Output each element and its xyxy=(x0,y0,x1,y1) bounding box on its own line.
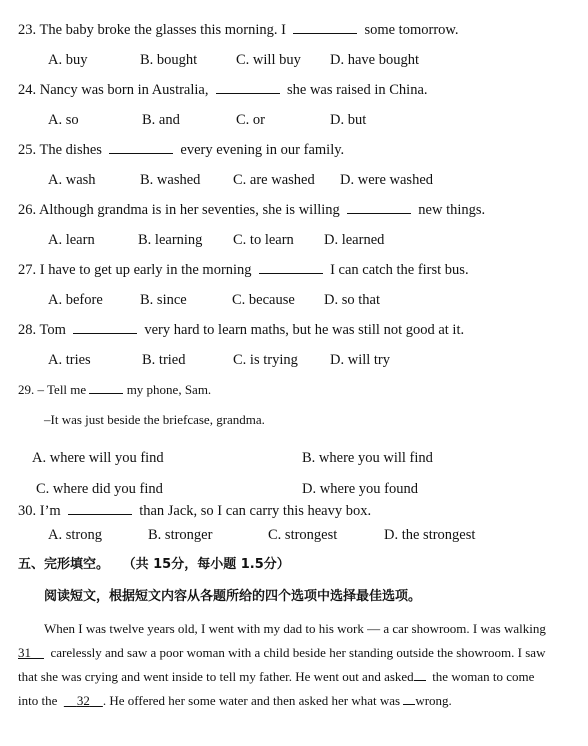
passage-line-3 xyxy=(18,668,534,686)
answer-blank xyxy=(109,141,173,154)
option-c: C. because xyxy=(232,292,295,308)
dialogue-reply: –It was just beside the briefcase, grandma. xyxy=(44,412,265,427)
answer-blank xyxy=(89,381,123,394)
option-b: B. bought xyxy=(140,52,198,68)
question-number: 28. xyxy=(18,322,37,338)
option-c: C. or xyxy=(236,112,265,128)
answer-blank xyxy=(414,668,426,681)
question-text: I’m xyxy=(39,503,61,519)
question-text-end: very hard to learn maths, but he was still not good at it. xyxy=(144,322,465,338)
option-a: A. learn xyxy=(48,232,95,248)
question-text: Tom xyxy=(39,322,66,338)
question-text-end: my phone, Sam. xyxy=(126,382,212,397)
option-b: B. since xyxy=(140,292,187,308)
option-c: C. strongest xyxy=(268,527,338,543)
question-text-end: she was raised in China. xyxy=(286,82,428,98)
option-a: A. so xyxy=(48,112,79,128)
question-text: I have to get up early in the morning xyxy=(39,262,252,278)
question-27 xyxy=(18,261,469,279)
option-d: D. will try xyxy=(330,352,391,368)
section-title: 五、完形填空。 xyxy=(18,557,110,572)
question-text: Nancy was born in Australia, xyxy=(39,82,209,98)
answer-blank xyxy=(216,81,280,94)
question-text-end: than Jack, so I can carry this heavy box. xyxy=(139,503,372,519)
section-score: （共 15分，每小题 1.5分） xyxy=(122,557,290,572)
question-30 xyxy=(18,502,371,520)
question-number: 26. xyxy=(18,202,37,218)
option-c: C. will buy xyxy=(236,52,301,68)
blank-number-32: 32 xyxy=(76,693,90,708)
option-b: B. washed xyxy=(140,172,201,188)
answer-blank xyxy=(347,201,411,214)
passage-line-4 xyxy=(18,692,452,710)
option-c: C. is trying xyxy=(233,352,298,368)
question-text-end: I can catch the first bus. xyxy=(330,262,469,278)
answer-blank xyxy=(68,502,132,515)
question-29 xyxy=(18,381,211,399)
passage-text: carelessly and saw a poor woman with a child beside her standing outside the showroom. I saw xyxy=(50,645,546,660)
option-a: A. where will you find xyxy=(32,450,164,466)
option-c: C. where did you find xyxy=(36,481,163,497)
option-b: B. where you will find xyxy=(302,450,433,466)
question-text: The dishes xyxy=(39,142,102,158)
question-text-end: every evening in our family. xyxy=(180,142,345,158)
question-number: 24. xyxy=(18,82,37,98)
question-text-end: new things. xyxy=(418,202,486,218)
answer-blank xyxy=(293,21,357,34)
question-number: 25. xyxy=(18,142,37,158)
passage-text: . He offered her some water and then asked her what was xyxy=(102,693,401,708)
question-number: 27. xyxy=(18,262,37,278)
passage-text: wrong. xyxy=(415,693,452,708)
option-d: D. were washed xyxy=(340,172,434,188)
question-number: 23. xyxy=(18,22,37,38)
option-a: A. tries xyxy=(48,352,91,368)
option-d: D. but xyxy=(330,112,367,128)
option-d: D. have bought xyxy=(330,52,419,68)
question-text: The baby broke the glasses this morning. I xyxy=(39,22,286,38)
question-24 xyxy=(18,81,428,99)
option-d: D. the strongest xyxy=(384,527,476,543)
question-number: 29. xyxy=(18,382,35,397)
option-d: D. so that xyxy=(324,292,380,308)
question-28 xyxy=(18,321,464,339)
option-b: B. and xyxy=(142,112,180,128)
option-a: A. strong xyxy=(48,527,102,543)
option-d: D. where you found xyxy=(302,481,418,497)
option-b: B. stronger xyxy=(148,527,213,543)
passage-text: into the xyxy=(18,693,58,708)
blank-number-31: 31 xyxy=(18,645,31,660)
option-c: C. to learn xyxy=(233,232,294,248)
option-a: A. buy xyxy=(48,52,88,68)
answer-blank xyxy=(259,261,323,274)
question-number: 30. xyxy=(18,503,37,519)
option-b: B. tried xyxy=(142,352,186,368)
question-23 xyxy=(18,21,459,39)
answer-blank xyxy=(73,321,137,334)
option-b: B. learning xyxy=(138,232,203,248)
passage-text: the woman to come xyxy=(432,669,535,684)
section-heading xyxy=(18,556,290,574)
passage-text: that she was crying and went inside to tell my father. He went out and asked xyxy=(18,669,414,684)
question-26 xyxy=(18,201,485,219)
option-d: D. learned xyxy=(324,232,385,248)
option-a: A. wash xyxy=(48,172,96,188)
option-a: A. before xyxy=(48,292,103,308)
question-text-end: some tomorrow. xyxy=(364,22,459,38)
answer-blank xyxy=(403,692,415,705)
passage-line-1: When I was twelve years old, I went with my dad to his work — a car showroom. I was walking xyxy=(44,621,546,636)
section-instruction: 阅读短文，根据短文内容从各题所给的四个选项中选择最佳选项。 xyxy=(44,589,422,604)
option-c: C. are washed xyxy=(233,172,315,188)
question-text: Although grandma is in her seventies, she is willing xyxy=(38,202,340,218)
question-text: – Tell me xyxy=(37,382,87,397)
passage-line-2 xyxy=(18,644,545,662)
question-25 xyxy=(18,141,344,159)
